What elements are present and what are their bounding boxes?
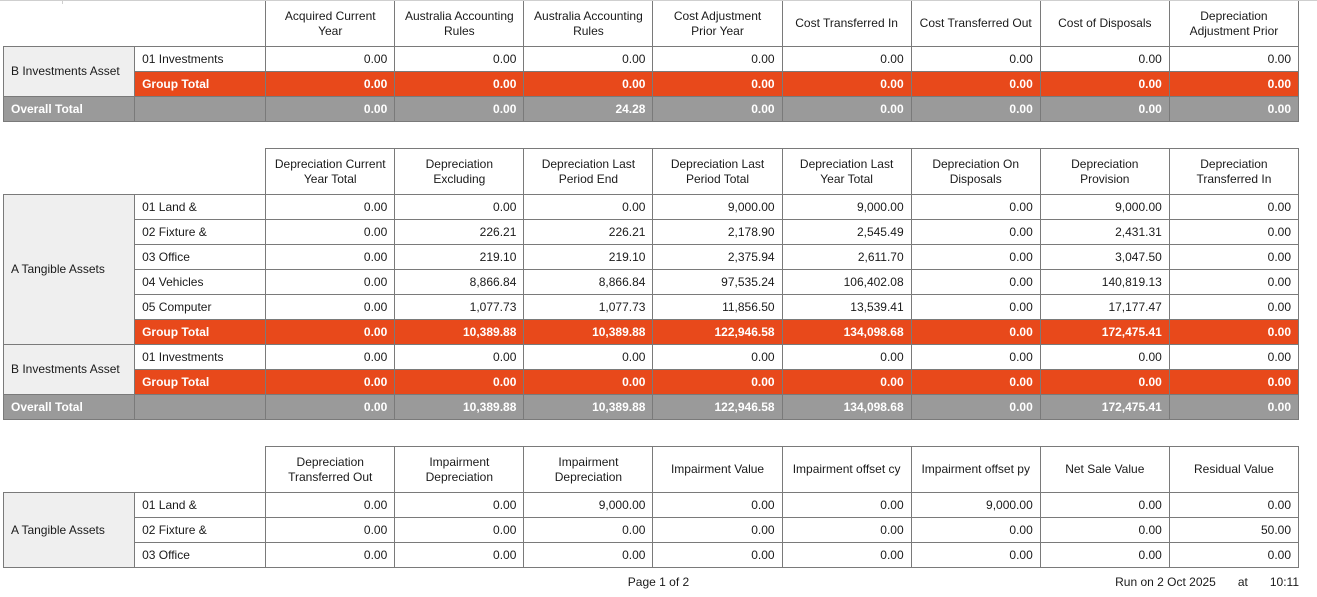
overall-total-value: 0.00 — [782, 97, 911, 122]
group-total-value: 0.00 — [653, 370, 782, 395]
cell-value: 0.00 — [266, 220, 395, 245]
overall-total-value: 0.00 — [395, 97, 524, 122]
cell-value: 0.00 — [1169, 47, 1298, 72]
column-header: Impairment offset py — [911, 447, 1040, 493]
header-spacer-sub — [135, 1, 266, 47]
group-total-row — [4, 370, 1299, 395]
table-header-row — [4, 447, 1299, 493]
cell-value: 0.00 — [911, 270, 1040, 295]
table-row — [4, 245, 1299, 270]
column-header: Depreciation Transferred In — [1169, 149, 1298, 195]
group-total-value: 0.00 — [524, 370, 653, 395]
table-header-row — [4, 1, 1299, 47]
group-total-value: 10,389.88 — [395, 320, 524, 345]
group-total-label: Group Total — [135, 72, 266, 97]
cell-value: 0.00 — [782, 47, 911, 72]
cell-value: 0.00 — [266, 270, 395, 295]
overall-total-value: 172,475.41 — [1040, 395, 1169, 420]
cell-value: 0.00 — [911, 245, 1040, 270]
overall-total-value: 122,946.58 — [653, 395, 782, 420]
cell-value: 9,000.00 — [1040, 195, 1169, 220]
cell-value: 1,077.73 — [524, 295, 653, 320]
cell-value: 0.00 — [266, 493, 395, 518]
cell-value: 219.10 — [395, 245, 524, 270]
overall-total-value: 24.28 — [524, 97, 653, 122]
table-row — [4, 47, 1299, 72]
overall-total-value: 0.00 — [1169, 395, 1298, 420]
cell-value: 0.00 — [653, 47, 782, 72]
table-row — [4, 493, 1299, 518]
cell-value: 8,866.84 — [395, 270, 524, 295]
group-total-value: 0.00 — [782, 370, 911, 395]
page-top-stub — [62, 0, 63, 4]
row-label: 02 Fixture & — [135, 220, 266, 245]
column-header: Impairment Depreciation — [524, 447, 653, 493]
overall-total-value: 0.00 — [1169, 97, 1298, 122]
cell-value: 0.00 — [395, 47, 524, 72]
table-row — [4, 518, 1299, 543]
cell-value: 0.00 — [653, 493, 782, 518]
cell-value: 9,000.00 — [911, 493, 1040, 518]
group-total-value: 0.00 — [266, 370, 395, 395]
run-on-label: Run on 2 Oct 2025 — [1115, 575, 1216, 589]
overall-total-row — [4, 395, 1299, 420]
column-header: Depreciation Last Year Total — [782, 149, 911, 195]
row-label: 04 Vehicles — [135, 270, 266, 295]
header-spacer-group — [4, 1, 135, 47]
table-row — [4, 220, 1299, 245]
report-table-block3 — [3, 446, 1299, 568]
group-total-value: 0.00 — [911, 320, 1040, 345]
block-spacer — [0, 122, 1317, 148]
column-header: Impairment offset cy — [782, 447, 911, 493]
row-label: 01 Land & — [135, 195, 266, 220]
overall-total-value: 10,389.88 — [395, 395, 524, 420]
column-header: Impairment Depreciation — [395, 447, 524, 493]
cell-value: 0.00 — [395, 493, 524, 518]
cell-value: 97,535.24 — [653, 270, 782, 295]
group-total-value: 172,475.41 — [1040, 320, 1169, 345]
group-total-value: 0.00 — [1169, 370, 1298, 395]
group-total-value: 10,389.88 — [524, 320, 653, 345]
group-total-value: 0.00 — [1169, 72, 1298, 97]
cell-value: 140,819.13 — [1040, 270, 1169, 295]
cell-value: 2,375.94 — [653, 245, 782, 270]
row-label: 02 Fixture & — [135, 518, 266, 543]
group-total-row — [4, 320, 1299, 345]
cell-value: 0.00 — [782, 493, 911, 518]
group-total-value: 0.00 — [395, 72, 524, 97]
cell-value: 0.00 — [911, 345, 1040, 370]
column-header: Cost Transferred In — [782, 1, 911, 47]
cell-value: 0.00 — [395, 543, 524, 568]
column-header: Depreciation Transferred Out — [266, 447, 395, 493]
cell-value: 0.00 — [653, 345, 782, 370]
row-label: 05 Computer — [135, 295, 266, 320]
group-label: B Investments Asset — [4, 47, 135, 97]
group-total-value: 0.00 — [524, 72, 653, 97]
overall-total-value: 10,389.88 — [524, 395, 653, 420]
cell-value: 9,000.00 — [524, 493, 653, 518]
overall-total-value: 0.00 — [266, 97, 395, 122]
overall-total-spacer — [135, 395, 266, 420]
group-total-value: 0.00 — [1169, 320, 1298, 345]
column-header: Depreciation Last Period Total — [653, 149, 782, 195]
cell-value: 0.00 — [1169, 493, 1298, 518]
cell-value: 2,545.49 — [782, 220, 911, 245]
cell-value: 0.00 — [524, 518, 653, 543]
group-total-label: Group Total — [135, 370, 266, 395]
page-footer — [0, 575, 1317, 593]
column-header: Depreciation On Disposals — [911, 149, 1040, 195]
overall-total-spacer — [135, 97, 266, 122]
overall-total-row — [4, 97, 1299, 122]
overall-total-value: 0.00 — [911, 97, 1040, 122]
table-row — [4, 195, 1299, 220]
header-spacer-sub — [135, 447, 266, 493]
header-spacer-group — [4, 149, 135, 195]
row-label: 03 Office — [135, 245, 266, 270]
cell-value: 2,178.90 — [653, 220, 782, 245]
cell-value: 0.00 — [1169, 245, 1298, 270]
column-header: Australia Accounting Rules — [524, 1, 653, 47]
column-header: Acquired Current Year — [266, 1, 395, 47]
group-total-label: Group Total — [135, 320, 266, 345]
group-total-value: 0.00 — [266, 72, 395, 97]
cell-value: 0.00 — [911, 543, 1040, 568]
overall-total-value: 0.00 — [911, 395, 1040, 420]
row-label: 01 Investments — [135, 345, 266, 370]
report-table-block1 — [3, 0, 1299, 122]
cell-value: 0.00 — [524, 345, 653, 370]
run-info — [1115, 575, 1299, 589]
cell-value: 0.00 — [1169, 220, 1298, 245]
cell-value: 1,077.73 — [395, 295, 524, 320]
group-total-value: 134,098.68 — [782, 320, 911, 345]
cell-value: 0.00 — [266, 195, 395, 220]
cell-value: 0.00 — [1040, 518, 1169, 543]
cell-value: 0.00 — [1169, 345, 1298, 370]
column-header: Depreciation Last Period End — [524, 149, 653, 195]
group-total-row — [4, 72, 1299, 97]
row-label: 03 Office — [135, 543, 266, 568]
cell-value: 50.00 — [1169, 518, 1298, 543]
cell-value: 106,402.08 — [782, 270, 911, 295]
run-at-label: at — [1237, 575, 1248, 589]
group-label: A Tangible Assets — [4, 195, 135, 345]
cell-value: 0.00 — [653, 518, 782, 543]
overall-total-label: Overall Total — [4, 395, 135, 420]
cell-value: 226.21 — [395, 220, 524, 245]
cell-value: 8,866.84 — [524, 270, 653, 295]
overall-total-value: 0.00 — [653, 97, 782, 122]
cell-value: 0.00 — [524, 195, 653, 220]
cell-value: 3,047.50 — [1040, 245, 1169, 270]
cell-value: 219.10 — [524, 245, 653, 270]
group-total-value: 0.00 — [395, 370, 524, 395]
cell-value: 0.00 — [1169, 195, 1298, 220]
overall-total-value: 0.00 — [266, 395, 395, 420]
column-header: Depreciation Provision — [1040, 149, 1169, 195]
table-row — [4, 270, 1299, 295]
cell-value: 0.00 — [1040, 47, 1169, 72]
cell-value: 0.00 — [911, 47, 1040, 72]
column-header: Australia Accounting Rules — [395, 1, 524, 47]
column-header: Depreciation Excluding — [395, 149, 524, 195]
column-header: Cost Adjustment Prior Year — [653, 1, 782, 47]
group-total-value: 0.00 — [1040, 370, 1169, 395]
cell-value: 0.00 — [1040, 543, 1169, 568]
cell-value: 17,177.47 — [1040, 295, 1169, 320]
column-header: Cost of Disposals — [1040, 1, 1169, 47]
cell-value: 0.00 — [1169, 543, 1298, 568]
column-header: Net Sale Value — [1040, 447, 1169, 493]
cell-value: 226.21 — [524, 220, 653, 245]
cell-value: 0.00 — [266, 345, 395, 370]
column-header: Residual Value — [1169, 447, 1298, 493]
cell-value: 0.00 — [1040, 493, 1169, 518]
header-spacer-group — [4, 447, 135, 493]
cell-value: 0.00 — [1040, 345, 1169, 370]
cell-value: 0.00 — [911, 195, 1040, 220]
cell-value: 0.00 — [524, 543, 653, 568]
overall-total-label: Overall Total — [4, 97, 135, 122]
table-row — [4, 295, 1299, 320]
cell-value: 0.00 — [782, 518, 911, 543]
group-total-value: 0.00 — [782, 72, 911, 97]
cell-value: 0.00 — [266, 245, 395, 270]
group-total-value: 0.00 — [653, 72, 782, 97]
report-table-block2 — [3, 148, 1299, 420]
overall-total-value: 134,098.68 — [782, 395, 911, 420]
cell-value: 0.00 — [524, 47, 653, 72]
group-label: B Investments Asset — [4, 345, 135, 395]
table-row — [4, 543, 1299, 568]
cell-value: 0.00 — [782, 543, 911, 568]
cell-value: 0.00 — [911, 518, 1040, 543]
cell-value: 0.00 — [782, 345, 911, 370]
cell-value: 0.00 — [653, 543, 782, 568]
overall-total-value: 0.00 — [1040, 97, 1169, 122]
run-time: 10:11 — [1269, 575, 1299, 589]
cell-value: 0.00 — [266, 47, 395, 72]
column-header: Cost Transferred Out — [911, 1, 1040, 47]
page-number: Page 1 of 2 — [627, 575, 690, 589]
cell-value: 0.00 — [395, 518, 524, 543]
header-spacer-sub — [135, 149, 266, 195]
cell-value: 0.00 — [911, 220, 1040, 245]
cell-value: 0.00 — [395, 345, 524, 370]
row-label: 01 Land & — [135, 493, 266, 518]
cell-value: 0.00 — [911, 295, 1040, 320]
group-total-value: 0.00 — [1040, 72, 1169, 97]
cell-value: 0.00 — [266, 543, 395, 568]
group-total-value: 122,946.58 — [653, 320, 782, 345]
cell-value: 0.00 — [266, 295, 395, 320]
page-top-rule — [0, 0, 1317, 1]
cell-value: 9,000.00 — [782, 195, 911, 220]
cell-value: 13,539.41 — [782, 295, 911, 320]
group-label: A Tangible Assets — [4, 493, 135, 568]
cell-value: 2,611.70 — [782, 245, 911, 270]
column-header: Depreciation Current Year Total — [266, 149, 395, 195]
group-total-value: 0.00 — [266, 320, 395, 345]
table-row — [4, 345, 1299, 370]
cell-value: 0.00 — [1169, 270, 1298, 295]
group-total-value: 0.00 — [911, 370, 1040, 395]
cell-value: 0.00 — [395, 195, 524, 220]
cell-value: 0.00 — [1169, 295, 1298, 320]
column-header: Impairment Value — [653, 447, 782, 493]
table-header-row — [4, 149, 1299, 195]
row-label: 01 Investments — [135, 47, 266, 72]
group-total-value: 0.00 — [911, 72, 1040, 97]
cell-value: 9,000.00 — [653, 195, 782, 220]
block-spacer — [0, 420, 1317, 446]
cell-value: 0.00 — [266, 518, 395, 543]
cell-value: 2,431.31 — [1040, 220, 1169, 245]
column-header: Depreciation Adjustment Prior — [1169, 1, 1298, 47]
cell-value: 11,856.50 — [653, 295, 782, 320]
